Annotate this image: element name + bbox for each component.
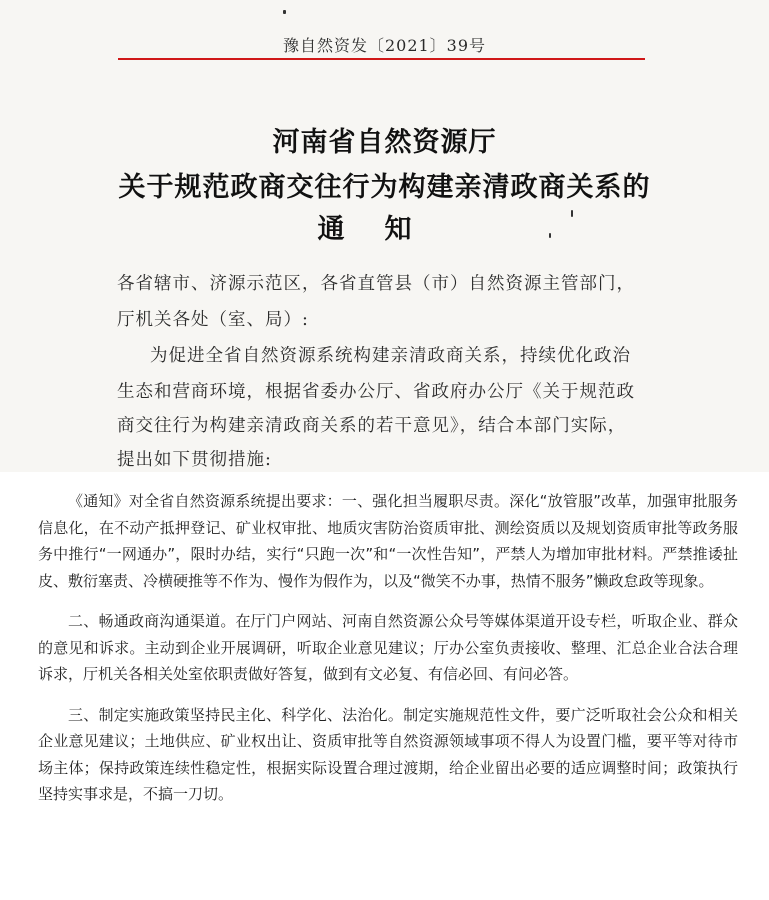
document-title-line-3: 通知 [317,214,452,245]
scan-speck [283,10,286,14]
article-paragraph: 《通知》对全省自然资源系统提出要求：一、强化担当履职尽责。深化“放管服”改革，加强审批服务信息化，在不动产抵押登记、矿业权审批、地质灾害防治资质审批、测绘资质以及规划资质审批等政务服务中推行“一网通办”，限时办结，实行“只跑一次”和“一次性告知”，严禁人为增加审批材料。严禁推诿扯皮、敷衍塞责、冷横硬推等不作为、慢作为假作为，以及“微笑不办事，热情不服务”懒政怠政等现象。 [38,492,738,590]
document-title-line-2: 关于规范政商交往行为构建亲清政商关系的 [118,172,651,203]
scanned-text-line: 提出如下贯彻措施: [117,450,272,470]
scanned-text-line: 商交往行为构建亲清政商关系的若干意见》，结合本部门实际， [117,416,627,436]
document-number: 豫自然资发〔2021〕39号 [282,36,487,55]
document-title-line-1: 河南省自然资源厅 [272,127,497,158]
scanned-text-line: 各省辖市、济源示范区，各省直管县（市）自然资源主管部门， [117,274,635,294]
article-paragraph: 三、制定实施政策坚持民主化、科学化、法治化。制定实施规范性文件，要广泛听取社会公众和相关企业意见建议；土地供应、矿业权出让、资质审批等自然资源领域事项不得人为设置门槛，要平等对待市场主体；保持政策连续性稳定性，根据实际设置合理过渡期，给企业留出必要的适应调整时间；政策执行坚持实事求是，不搞一刀切。 [38,705,738,803]
article-body [38,488,738,822]
scanned-text-line: 为促进全省自然资源系统构建亲清政商关系，持续优化政治 [150,346,631,366]
red-header-rule [118,58,645,60]
article-paragraph: 二、畅通政商沟通渠道。在厅门户网站、河南自然资源公众号等媒体渠道开设专栏，听取企业、群众的意见和诉求。主动到企业开展调研，听取企业意见建议；厅办公室负责接收、整理、汇总企业合法合理诉求，厅机关各相关处室依职责做好答复，做到有文必复、有信必回、有问必答。 [38,612,738,683]
scanned-text-line: 厅机关各处（室、局）: [117,310,309,330]
scanned-text-line: 生态和营商环境，根据省委办公厅、省政府办公厅《关于规范政 [117,382,635,402]
